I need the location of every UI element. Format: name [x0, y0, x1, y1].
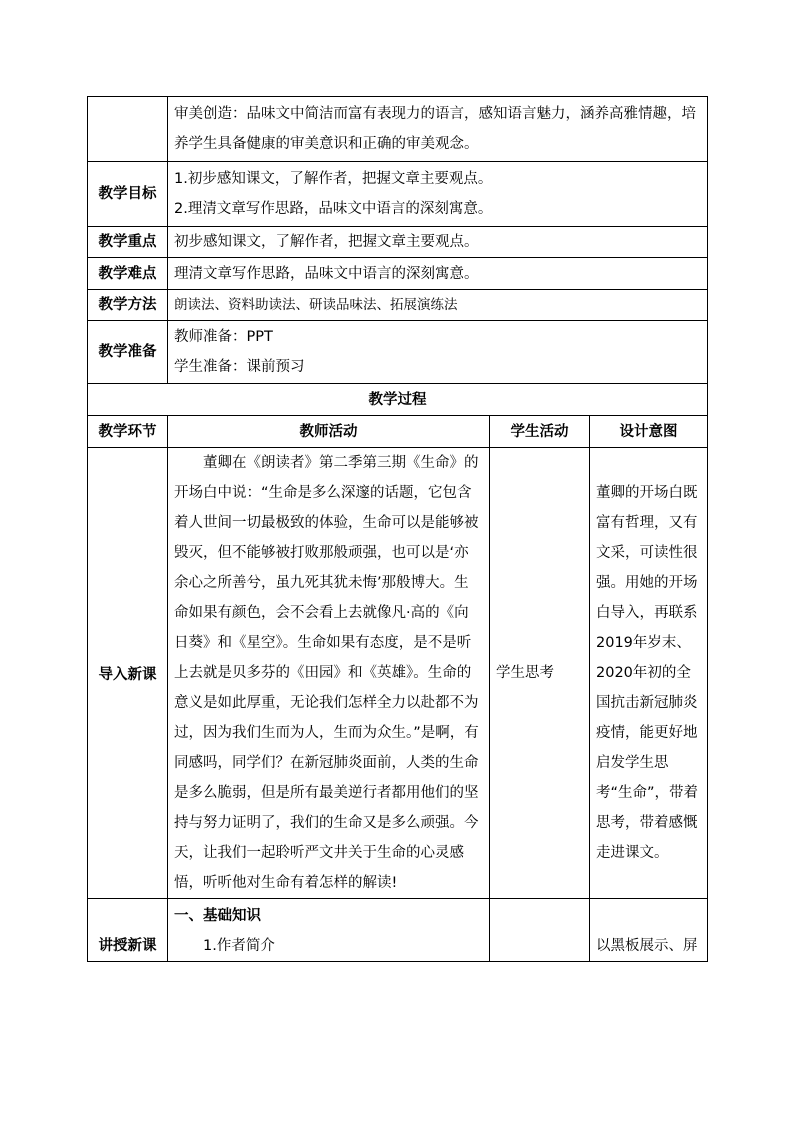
student-preparation: 学生准备：课前预习	[174, 359, 305, 375]
intro-teacher-text: 董卿在《朗读者》第二季第三期《生命》的开场白中说：“生命是多么深邃的话题，它包含着人世间一切最极致的体验，生命可以是能够被毁灭，但不能够被打败那般顽强，也可以是‘亦余心之所善兮，虽九死其犹未悔’那般博大。生命如果有颜色，会不会看上去就像凡·高的《向日葵》和《星空》。生命如果有态度，是不是听上去就是贝多芬的《田园》和《英雄》。生命的意义是如此厚重，无论我们怎样全力以赴都不为过，因为我们生而为人，生而为众生。”是啊，有同感吗，同学们？在新冠肺炎面前，人类的生命是多么脆弱，但是所有最美逆行者都用他们的坚持与努力证明了，我们的生命又是多么顽强。今天，让我们一起聆听严文井关于生命的心灵感悟，听听他对生命有着怎样的解读!	[174, 455, 479, 891]
process-header-row	[88, 416, 708, 448]
header-design-intent: 设计意图	[590, 416, 708, 448]
header-student-activity: 学生活动	[490, 416, 590, 448]
intro-row	[88, 448, 708, 899]
intro-teacher-activity	[168, 448, 490, 899]
preparation-label: 教学准备	[88, 321, 168, 384]
difficulties-label: 教学难点	[88, 258, 168, 290]
lesson-plan-table	[87, 96, 708, 962]
key-points-label: 教学重点	[88, 227, 168, 258]
difficulties-row	[88, 258, 708, 290]
methods-label: 教学方法	[88, 290, 168, 321]
intro-student-activity: 学生思考	[490, 448, 590, 899]
lecture-design-intent: 以黑板展示、屏	[590, 899, 708, 962]
goals-label: 教学目标	[88, 162, 168, 227]
aesthetic-row	[88, 97, 708, 162]
methods-text: 朗读法、资料助读法、研读品味法、拓展演练法	[168, 290, 708, 321]
process-title-row	[88, 384, 708, 416]
teacher-preparation: 教师准备：PPT	[174, 329, 273, 345]
lecture-row	[88, 899, 708, 962]
lecture-teacher-activity	[168, 899, 490, 962]
preparation-cell	[168, 321, 708, 384]
lecture-item: 1.作者简介	[203, 938, 275, 954]
process-title: 教学过程	[88, 384, 708, 416]
header-stage: 教学环节	[88, 416, 168, 448]
aesthetic-text: 审美创造：品味文中简洁而富有表现力的语言，感知语言魅力，涵养高雅情趣，培养学生具备健康的审美意识和正确的审美观念。	[168, 97, 708, 162]
intro-stage: 导入新课	[88, 448, 168, 899]
lecture-heading: 一、基础知识	[174, 908, 261, 924]
lecture-stage: 讲授新课	[88, 899, 168, 962]
goals-cell	[168, 162, 708, 227]
goal-item-2: 2.理清文章写作思路，品味文中语言的深刻寓意。	[174, 201, 493, 217]
aesthetic-label-cell	[88, 97, 168, 162]
goal-item-1: 1.初步感知课文，了解作者，把握文章主要观点。	[174, 171, 493, 187]
key-points-row	[88, 227, 708, 258]
goals-row	[88, 162, 708, 227]
intro-design-intent: 董卿的开场白既富有哲理，又有文采，可读性很强。用她的开场白导入，再联系2019年岁末、2020年初的全国抗击新冠肺炎疫情，能更好地启发学生思考“生命”，带着思考，带着感慨走进课文。	[590, 448, 708, 899]
difficulties-text: 理清文章写作思路，品味文中语言的深刻寓意。	[168, 258, 708, 290]
header-teacher-activity: 教师活动	[168, 416, 490, 448]
lecture-student-activity	[490, 899, 590, 962]
preparation-row	[88, 321, 708, 384]
key-points-text: 初步感知课文，了解作者，把握文章主要观点。	[168, 227, 708, 258]
methods-row	[88, 290, 708, 321]
